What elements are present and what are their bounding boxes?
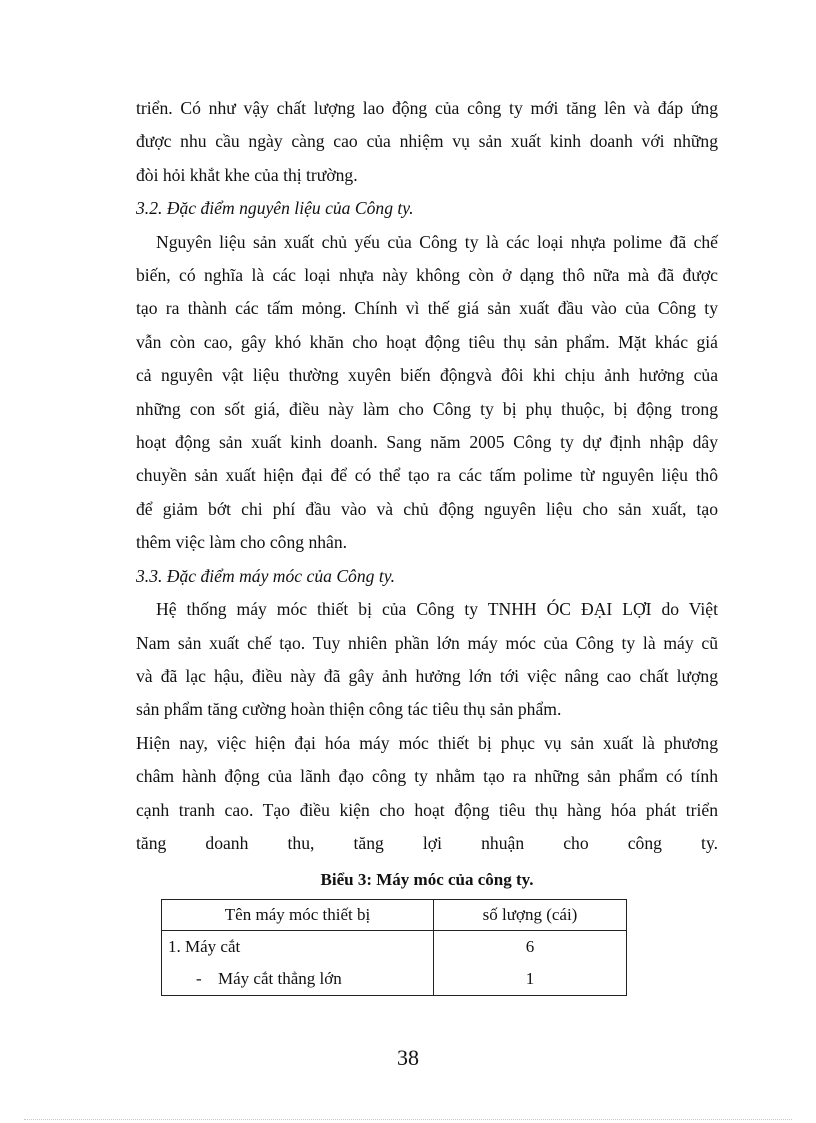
page-bottom-divider [24,1119,792,1120]
cell-equipment-name [162,963,434,996]
table-row [162,963,627,996]
cell-quantity: 1 [434,963,627,996]
text-line: chuyền sản xuất hiện đại để có thể tạo ra các tấm polime từ nguyên liệu thô [136,465,718,486]
body-text [136,92,718,860]
text-line: vẫn còn cao, gây khó khăn cho hoạt động tiêu thụ sản phẩm. Mặt khác giá [136,331,718,352]
text-line: cả nguyên vật liệu thường xuyên biến độngvà đôi khi chịu ảnh hưởng của [136,365,718,386]
text-line: Nam sản xuất chế tạo. Tuy nhiên phần lớn máy móc của Công ty là máy cũ [136,632,718,653]
text-line: Hệ thống máy móc thiết bị của Công ty TNHH ÓC ĐẠI LỢI do Việt [156,599,718,620]
list-dash: - [196,969,202,988]
text-line: tăng doanh thu, tăng lợi nhuận cho công ty. [136,832,718,853]
section-heading-3-3: 3.3. Đặc điểm máy móc của Công ty. [136,565,395,586]
sub-item-label: Máy cắt thẳng lớn [218,969,342,988]
text-line: những con sốt giá, điều này làm cho Công ty bị phụ thuộc, bị động trong [136,398,718,419]
text-line: biến, có nghĩa là các loại nhựa này không còn ở dạng thô nữa mà đã được [136,265,718,286]
section-heading-3-2: 3.2. Đặc điểm nguyên liệu của Công ty. [136,198,414,219]
text-line: tạo ra thành các tấm mỏng. Chính vì thế giá sản xuất đầu vào của Công ty [136,298,718,319]
text-line: và đã lạc hậu, điều này đã gây ảnh hưởng lớn tới việc nâng cao chất lượng [136,665,718,686]
cell-equipment-name: 1. Máy cắt [162,931,434,964]
header-equipment-name: Tên máy móc thiết bị [162,900,434,931]
table-header-row [162,900,627,931]
text-line: hoạt động sản xuất kinh doanh. Sang năm 2005 Công ty dự định nhập dây [136,432,718,453]
text-line: thêm việc làm cho công nhân. [136,532,348,553]
text-line: đòi hỏi khắt khe của thị trường. [136,164,358,185]
text-line: triển. Có như vậy chất lượng lao động của công ty mới tăng lên và đáp ứng [136,98,718,118]
text-line: Hiện nay, việc hiện đại hóa máy móc thiết bị phục vụ sản xuất là phương [136,732,718,753]
page-number: 38 [397,1045,419,1070]
text-line: Nguyên liệu sản xuất chủ yếu của Công ty là các loại nhựa polime đã chế [156,231,718,252]
text-line: châm hành động của lãnh đạo công ty nhằm tạo ra những sản phẩm có tính [136,766,718,787]
cell-quantity: 6 [434,931,627,964]
text-line: được nhu cầu ngày càng cao của nhiệm vụ sản xuất kinh doanh với những [136,131,718,152]
table-caption: Biểu 3: Máy móc của công ty. [320,870,534,889]
text-line: để giảm bớt chi phí đầu vào và chủ động nguyên liệu cho sản xuất, tạo [136,498,718,519]
text-line: sản phẩm tăng cường hoàn thiện công tác tiêu thụ sản phẩm. [136,699,562,720]
header-quantity: số lượng (cái) [434,900,627,931]
machines-table [161,899,627,996]
text-line: cạnh tranh cao. Tạo điều kiện cho hoạt động tiêu thụ hàng hóa phát triển [136,799,718,820]
table-row [162,931,627,964]
